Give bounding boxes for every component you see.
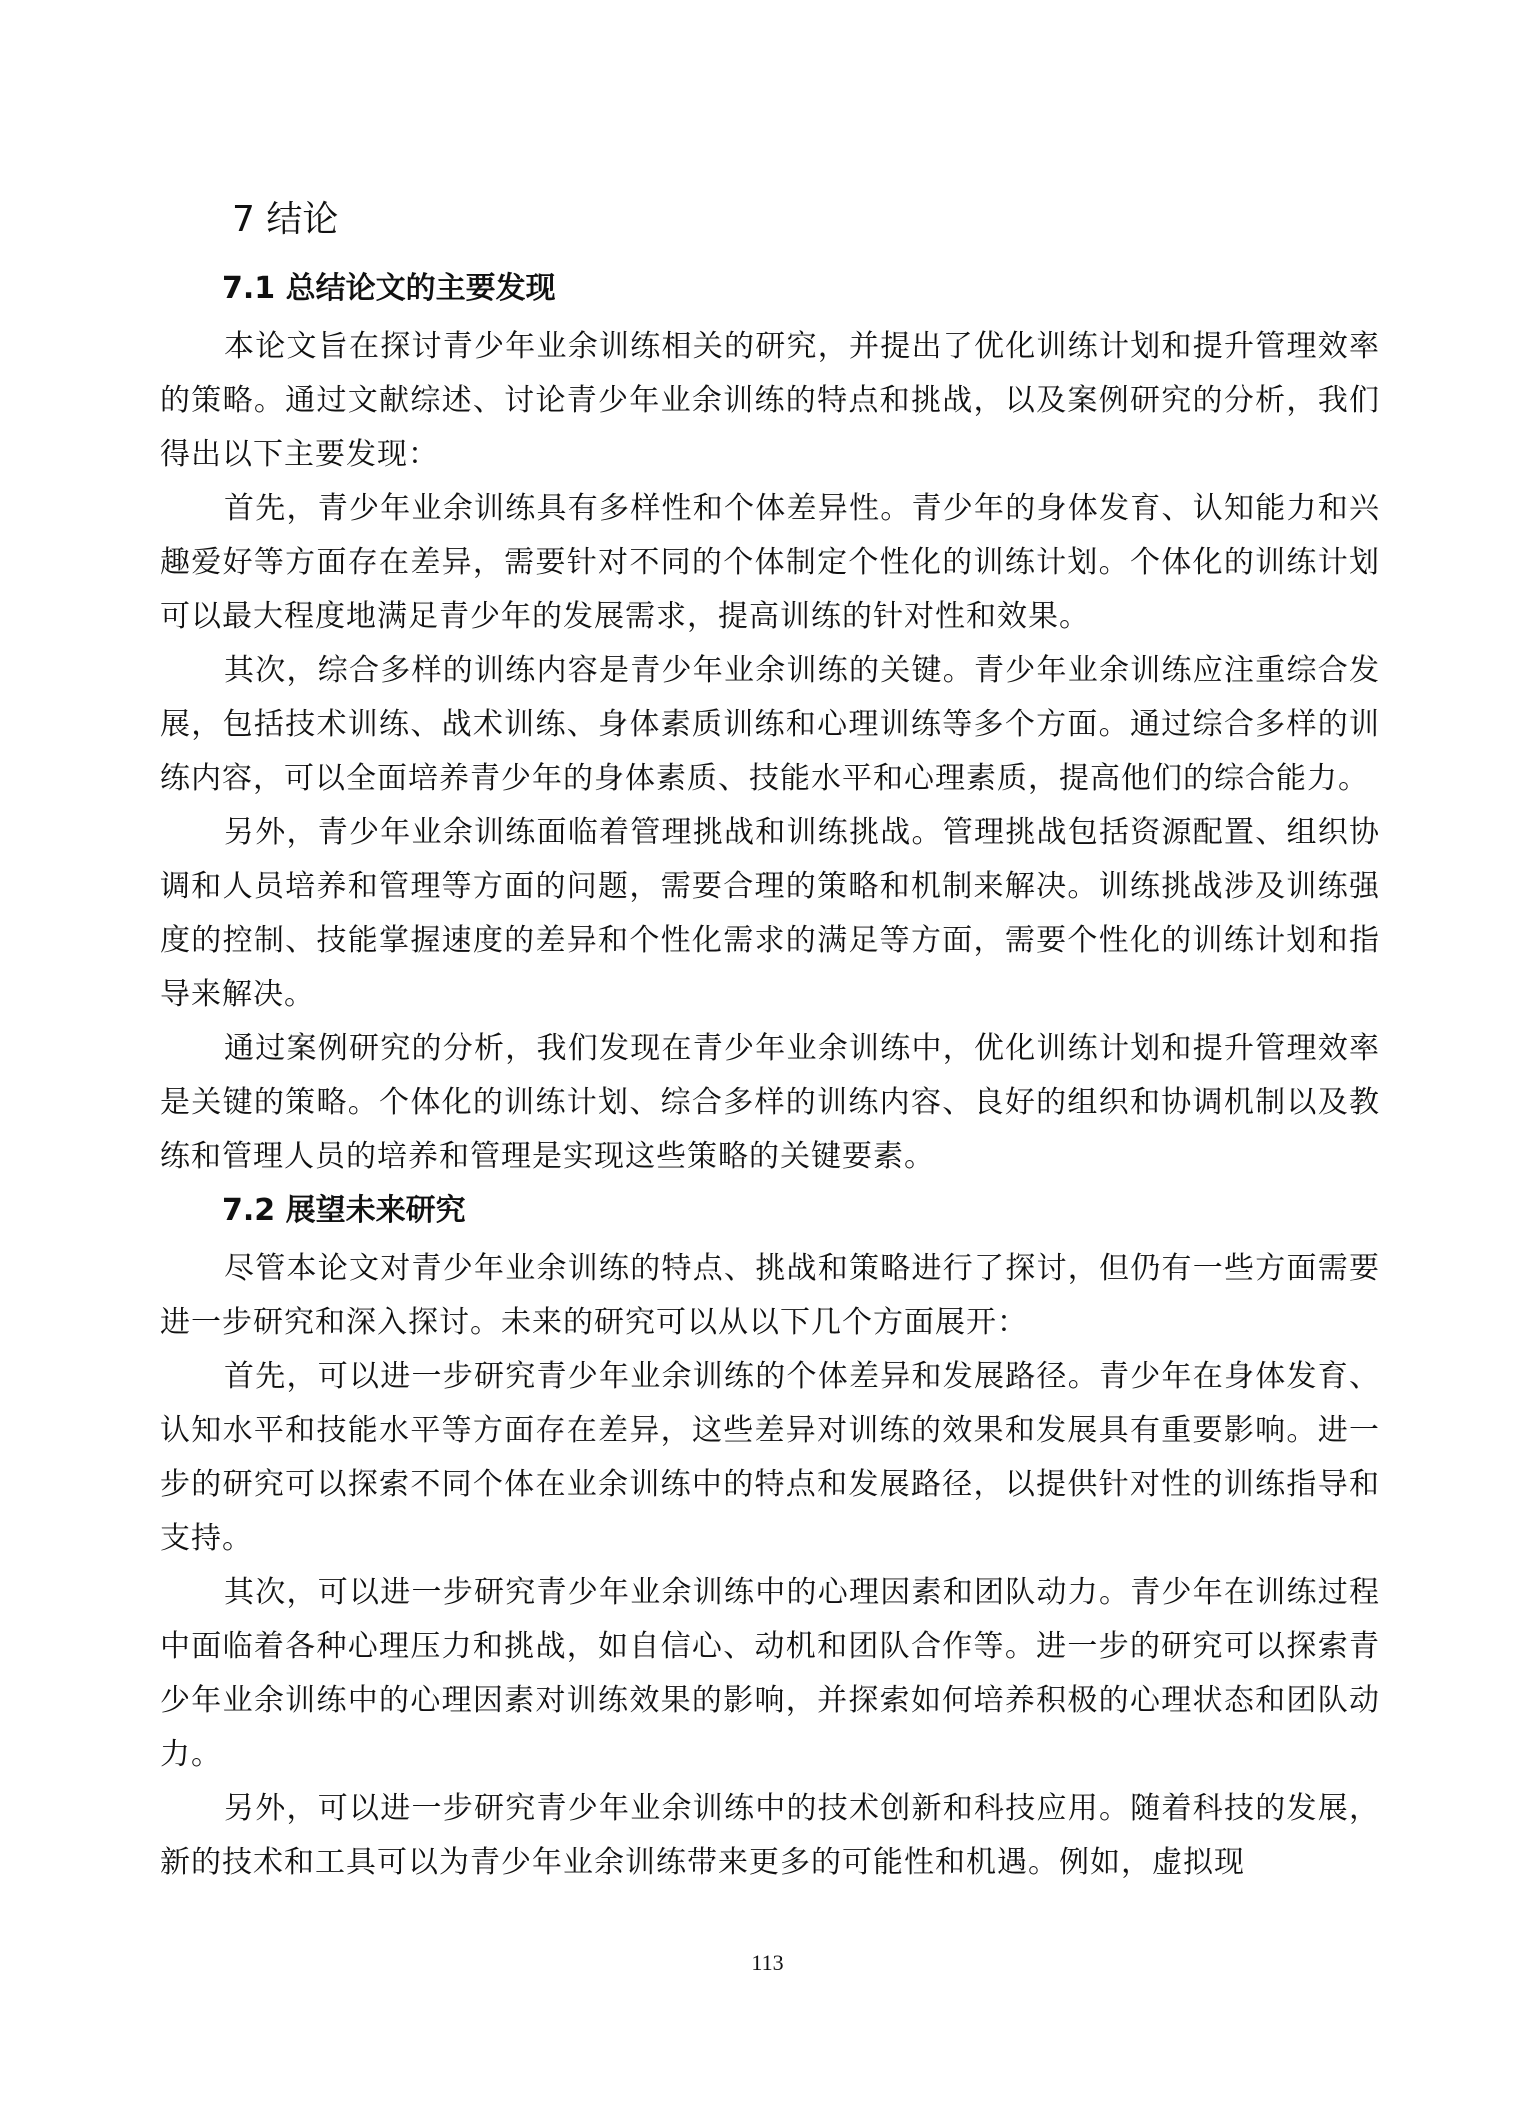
- paragraph: 通过案例研究的分析，我们发现在青少年业余训练中，优化训练计划和提升管理效率是关键的策略。个体化的训练计划、综合多样的训练内容、良好的组织和协调机制以及教练和管理人员的培养和管理是实现这些策略的关键要素。: [160, 1031, 1380, 1174]
- paragraph: 首先，可以进一步研究青少年业余训练的个体差异和发展路径。青少年在身体发育、认知水平和技能水平等方面存在差异，这些差异对训练的效果和发展具有重要影响。进一步的研究可以探索不同个体在业余训练中的特点和发展路径，以提供针对性的训练指导和支持。: [160, 1359, 1380, 1556]
- page-body: [160, 190, 1380, 1890]
- paragraph: 另外，可以进一步研究青少年业余训练中的技术创新和科技应用。随着科技的发展，新的技术和工具可以为青少年业余训练带来更多的可能性和机遇。例如，虚拟现: [160, 1791, 1380, 1880]
- page-number: 113: [751, 1950, 784, 1975]
- paragraph: 其次，可以进一步研究青少年业余训练中的心理因素和团队动力。青少年在训练过程中面临着各种心理压力和挑战，如自信心、动机和团队合作等。进一步的研究可以探索青少年业余训练中的心理因素对训练效果的影响，并探索如何培养积极的心理状态和团队动力。: [160, 1575, 1380, 1772]
- paragraph: 另外，青少年业余训练面临着管理挑战和训练挑战。管理挑战包括资源配置、组织协调和人员培养和管理等方面的问题，需要合理的策略和机制来解决。训练挑战涉及训练强度的控制、技能掌握速度的差异和个性化需求的满足等方面，需要个性化的训练计划和指导来解决。: [160, 815, 1380, 1012]
- section-title-7-2: 7.2 展望未来研究: [222, 1193, 466, 1228]
- paragraph: 其次，综合多样的训练内容是青少年业余训练的关键。青少年业余训练应注重综合发展，包括技术训练、战术训练、身体素质训练和心理训练等多个方面。通过综合多样的训练内容，可以全面培养青少年的身体素质、技能水平和心理素质，提高他们的综合能力。: [160, 653, 1380, 796]
- chapter-title: 7 结论: [232, 199, 339, 240]
- paragraph: 首先，青少年业余训练具有多样性和个体差异性。青少年的身体发育、认知能力和兴趣爱好等方面存在差异，需要针对不同的个体制定个性化的训练计划。个体化的训练计划可以最大程度地满足青少年的发展需求，提高训练的针对性和效果。: [160, 491, 1380, 634]
- paragraph: 尽管本论文对青少年业余训练的特点、挑战和策略进行了探讨，但仍有一些方面需要进一步研究和深入探讨。未来的研究可以从以下几个方面展开：: [160, 1251, 1380, 1340]
- paragraph: 本论文旨在探讨青少年业余训练相关的研究，并提出了优化训练计划和提升管理效率的策略。通过文献综述、讨论青少年业余训练的特点和挑战，以及案例研究的分析，我们得出以下主要发现：: [160, 329, 1380, 472]
- section-title-7-1: 7.1 总结论文的主要发现: [222, 271, 556, 306]
